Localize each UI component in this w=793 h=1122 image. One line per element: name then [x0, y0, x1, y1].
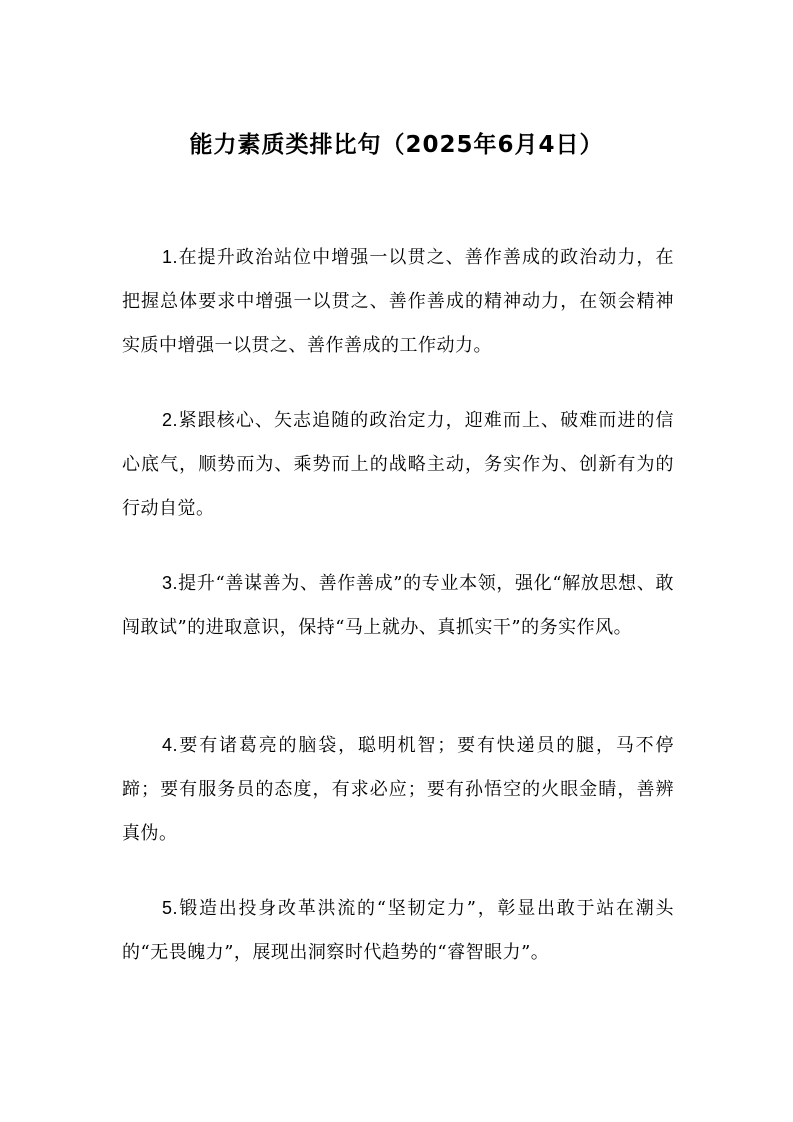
- paragraph-4: [122, 723, 674, 856]
- paragraph-number: 4.: [162, 735, 179, 755]
- paragraph-2: [122, 398, 674, 531]
- paragraph-number: 5.: [162, 898, 179, 918]
- paragraph-number: 1.: [162, 247, 179, 267]
- paragraph-text: 紧跟核心、矢志追随的政治定力，迎难而上、破难而进的信心底气，顺势而为、乘势而上的战略主动，务实作为、创新有为的行动自觉。: [122, 410, 674, 519]
- paragraph-text: 锻造出投身改革洪流的“坚韧定力”，彰显出敢于站在潮头的“无畏魄力”，展现出洞察时代趋势的“睿智眼力”。: [122, 898, 674, 963]
- paragraph-text: 在提升政治站位中增强一以贯之、善作善成的政治动力，在把握总体要求中增强一以贯之、善作善成的精神动力，在领会精神实质中增强一以贯之、善作善成的工作动力。: [122, 247, 674, 356]
- paragraph-text: 要有诸葛亮的脑袋，聪明机智；要有快递员的腿，马不停蹄；要有服务员的态度，有求必应；要有孙悟空的火眼金睛，善辨真伪。: [122, 735, 674, 844]
- paragraph-3: [122, 561, 674, 650]
- paragraph-number: 3.: [162, 573, 179, 593]
- paragraph-1: [122, 235, 674, 368]
- document-title: 能力素质类排比句（2025年6月4日）: [189, 132, 604, 158]
- paragraph-text: 提升“善谋善为、善作善成”的专业本领，强化“解放思想、敢闯敢试”的进取意识，保持“马上就办、真抓实干”的务实作风。: [122, 573, 674, 638]
- paragraph-5: [122, 886, 674, 975]
- paragraph-number: 2.: [162, 410, 179, 430]
